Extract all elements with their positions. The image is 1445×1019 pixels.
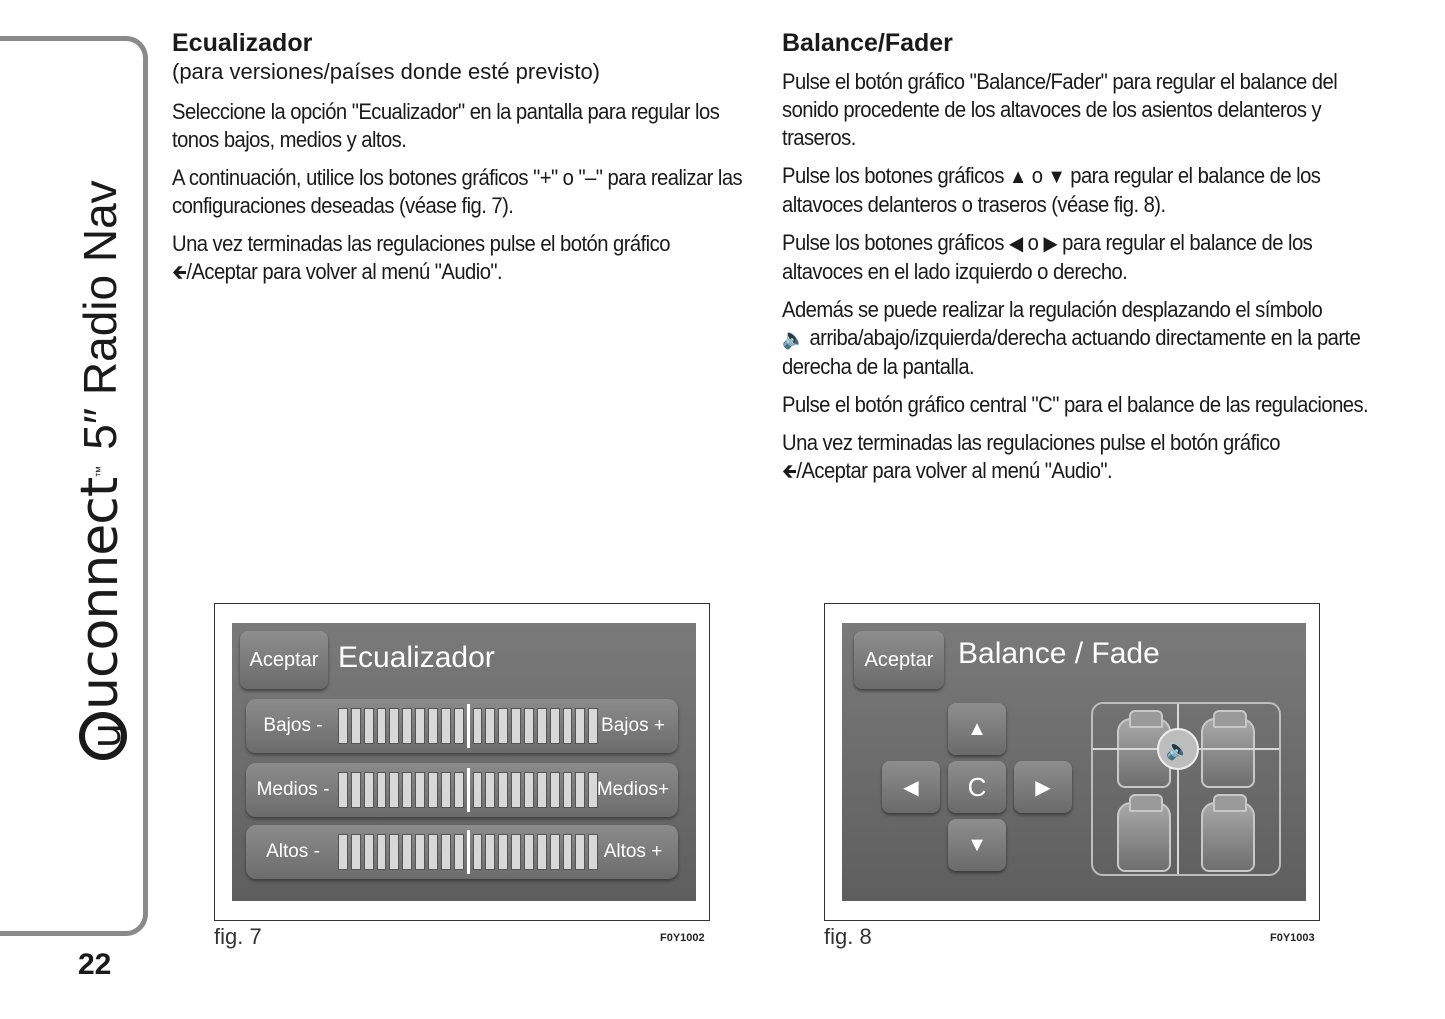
trademark: ™ bbox=[93, 465, 107, 478]
triangle-left-icon: ◀ bbox=[1008, 233, 1023, 255]
figure-7-caption: fig. 7 bbox=[214, 924, 262, 949]
arrow-up-button[interactable] bbox=[948, 703, 1006, 755]
back-arrow-icon: 🡸 bbox=[172, 262, 187, 284]
equalizer-section bbox=[172, 28, 752, 297]
arrow-down-icon: ▼ bbox=[967, 833, 987, 856]
balance-paragraph-2 bbox=[782, 162, 1378, 219]
eq-level-segment bbox=[563, 772, 573, 808]
balance-heading: Balance/Fader bbox=[782, 29, 953, 57]
balance-section bbox=[782, 28, 1382, 496]
eq-level-segment bbox=[415, 834, 425, 870]
balance-paragraph-3-start: Pulse los botones gráficos bbox=[782, 230, 1004, 255]
seat-front-right-icon bbox=[1201, 718, 1255, 788]
figure-8 bbox=[824, 603, 1320, 921]
balance-paragraph-3 bbox=[782, 229, 1378, 286]
page-number: 22 bbox=[78, 948, 112, 981]
eq-level-segment bbox=[454, 834, 464, 870]
eq-level-segment bbox=[473, 708, 483, 744]
equalizer-paragraph-1: Seleccione la opción "Ecualizador" en la pantalla para regular los tonos bajos, medios y altos. bbox=[172, 99, 720, 152]
speaker-icon: 🔈 bbox=[782, 328, 805, 350]
eq-level-segment bbox=[454, 708, 464, 744]
eq-level-segment bbox=[441, 772, 451, 808]
eq-level-segment bbox=[364, 772, 374, 808]
eq-level-segment bbox=[498, 708, 508, 744]
balance-paragraph-3-mid: o bbox=[1027, 230, 1039, 255]
accept-button[interactable]: Aceptar bbox=[240, 631, 328, 689]
eq-level-segment bbox=[511, 834, 521, 870]
chapter-model: 5″ Radio Nav bbox=[74, 180, 126, 450]
eq-level-segment bbox=[415, 708, 425, 744]
balance-paragraph-3-end: para regular el balance de los altavoces en el lado izquierdo o derecho. bbox=[782, 230, 1313, 284]
eq-level-segment bbox=[550, 772, 560, 808]
eq-level-segment bbox=[524, 708, 534, 744]
eq-row-treble bbox=[246, 825, 678, 879]
eq-level-segment bbox=[389, 834, 399, 870]
speaker-position-handle[interactable] bbox=[1157, 728, 1199, 770]
eq-level-segment bbox=[473, 772, 483, 808]
eq-level-segment bbox=[550, 708, 560, 744]
eq-level-segment bbox=[351, 772, 361, 808]
equalizer-heading: Ecualizador bbox=[172, 29, 313, 57]
eq-level-segment bbox=[537, 708, 547, 744]
eq-center-marker bbox=[467, 704, 470, 748]
accept-button[interactable]: Aceptar bbox=[854, 631, 944, 689]
equalizer-paragraph-3-text: Una vez terminadas las regulaciones pulse el botón gráfico bbox=[172, 231, 670, 256]
figure-8-code: F0Y1003 bbox=[1270, 932, 1315, 944]
balance-paragraph-6 bbox=[782, 429, 1378, 486]
eq-level-segment bbox=[550, 834, 560, 870]
eq-center-marker bbox=[467, 768, 470, 812]
eq-level-segment bbox=[428, 772, 438, 808]
seat-rear-left-icon bbox=[1117, 802, 1171, 872]
eq-level-segment bbox=[454, 772, 464, 808]
eq-row-bass bbox=[246, 699, 678, 753]
eq-level-segment bbox=[428, 708, 438, 744]
figure-8-caption: fig. 8 bbox=[824, 924, 872, 949]
triangle-up-icon: ▲ bbox=[1008, 166, 1027, 188]
eq-level-segment bbox=[575, 834, 585, 870]
arrow-left-button[interactable] bbox=[882, 761, 940, 813]
eq-level-segment bbox=[364, 708, 374, 744]
mid-level-bars bbox=[338, 770, 598, 810]
eq-level-segment bbox=[537, 772, 547, 808]
eq-level-segment bbox=[428, 834, 438, 870]
eq-level-segment bbox=[415, 772, 425, 808]
eq-level-segment bbox=[485, 708, 495, 744]
equalizer-screen bbox=[232, 623, 696, 901]
eq-level-segment bbox=[563, 708, 573, 744]
center-button[interactable]: C bbox=[948, 761, 1006, 813]
equalizer-subtitle: (para versiones/países donde esté previsto) bbox=[172, 59, 601, 84]
eq-level-segment bbox=[441, 834, 451, 870]
balance-screen bbox=[842, 623, 1306, 901]
eq-level-segment bbox=[351, 834, 361, 870]
eq-level-segment bbox=[402, 772, 412, 808]
eq-level-segment bbox=[498, 772, 508, 808]
eq-level-segment bbox=[485, 772, 495, 808]
speaker-icon: 🔈 bbox=[1165, 738, 1191, 761]
bass-level-bars bbox=[338, 706, 598, 746]
figure-7 bbox=[214, 603, 710, 921]
balance-paragraph-4 bbox=[782, 296, 1378, 381]
balance-paragraph-5: Pulse el botón gráfico central "C" para el balance de las regulaciones. bbox=[782, 392, 1369, 417]
eq-row-mid bbox=[246, 763, 678, 817]
treble-plus-button[interactable]: Altos + bbox=[603, 841, 663, 862]
arrow-left-icon: ◀ bbox=[903, 776, 919, 799]
equalizer-screen-title: Ecualizador bbox=[338, 641, 495, 674]
equalizer-paragraph-2: A continuación, utilice los botones gráficos "+" o "–" para realizar las configuraciones deseadas (véase fig. 7). bbox=[172, 165, 743, 218]
bass-minus-button[interactable]: Bajos - bbox=[263, 715, 323, 736]
eq-level-segment bbox=[402, 708, 412, 744]
eq-level-segment bbox=[377, 772, 387, 808]
eq-level-segment bbox=[338, 772, 348, 808]
balance-paragraph-6-text: Una vez terminadas las regulaciones pulse el botón gráfico bbox=[782, 430, 1280, 455]
eq-level-segment bbox=[563, 834, 573, 870]
eq-level-segment bbox=[537, 834, 547, 870]
eq-level-segment bbox=[389, 708, 399, 744]
eq-level-segment bbox=[402, 834, 412, 870]
arrow-right-icon: ▶ bbox=[1035, 776, 1051, 799]
eq-center-marker bbox=[467, 830, 470, 874]
balance-paragraph-4-end: arriba/abajo/izquierda/derecha actuando directamente en la parte derecha de la pantalla. bbox=[782, 325, 1361, 379]
eq-level-segment bbox=[351, 708, 361, 744]
arrow-up-icon: ▲ bbox=[967, 717, 987, 740]
eq-level-segment bbox=[485, 834, 495, 870]
equalizer-paragraph-3 bbox=[172, 230, 748, 287]
back-arrow-icon: 🡸 bbox=[782, 461, 797, 483]
eq-level-segment bbox=[511, 708, 521, 744]
eq-level-segment bbox=[511, 772, 521, 808]
eq-level-segment bbox=[389, 772, 399, 808]
seat-balance-map[interactable] bbox=[1091, 702, 1281, 876]
arrow-down-button[interactable] bbox=[948, 819, 1006, 871]
uconnect-logo: uuconnect bbox=[70, 478, 130, 760]
eq-level-segment bbox=[575, 772, 585, 808]
balance-paragraph-6-end: /Aceptar para volver al menú "Audio". bbox=[796, 458, 1113, 483]
triangle-down-icon: ▼ bbox=[1047, 166, 1066, 188]
triangle-right-icon: ▶ bbox=[1043, 233, 1058, 255]
treble-minus-button[interactable]: Altos - bbox=[266, 841, 320, 862]
balance-paragraph-2-mid: o bbox=[1031, 163, 1043, 188]
balance-screen-title: Balance / Fade bbox=[958, 637, 1160, 670]
eq-level-segment bbox=[338, 834, 348, 870]
balance-paragraph-2-start: Pulse los botones gráficos bbox=[782, 163, 1004, 188]
eq-level-segment bbox=[364, 834, 374, 870]
balance-paragraph-4-start: Además se puede realizar la regulación desplazando el símbolo bbox=[782, 297, 1323, 322]
mid-plus-button[interactable]: Medios+ bbox=[596, 779, 670, 800]
eq-level-segment bbox=[524, 772, 534, 808]
eq-level-segment bbox=[377, 708, 387, 744]
equalizer-paragraph-3-end: /Aceptar para volver al menú "Audio". bbox=[186, 259, 503, 284]
chapter-title bbox=[68, 180, 132, 760]
bass-plus-button[interactable]: Bajos + bbox=[601, 715, 665, 736]
figure-7-code: F0Y1002 bbox=[660, 932, 705, 944]
balance-paragraph-1: Pulse el botón gráfico "Balance/Fader" para regular el balance del sonido procedente de los altavoces de los asientos delanteros y traseros. bbox=[782, 69, 1338, 150]
eq-level-segment bbox=[498, 834, 508, 870]
eq-level-segment bbox=[377, 834, 387, 870]
eq-level-segment bbox=[524, 834, 534, 870]
eq-level-segment bbox=[575, 708, 585, 744]
arrow-right-button[interactable] bbox=[1014, 761, 1072, 813]
eq-level-segment bbox=[441, 708, 451, 744]
mid-minus-button[interactable]: Medios - bbox=[256, 779, 330, 800]
balance-paragraph-2-end: para regular el balance de los altavoces delanteros o traseros (véase fig. 8). bbox=[782, 163, 1321, 217]
eq-level-segment bbox=[473, 834, 483, 870]
seat-rear-right-icon bbox=[1201, 802, 1255, 872]
eq-level-segment bbox=[338, 708, 348, 744]
treble-level-bars bbox=[338, 832, 598, 872]
